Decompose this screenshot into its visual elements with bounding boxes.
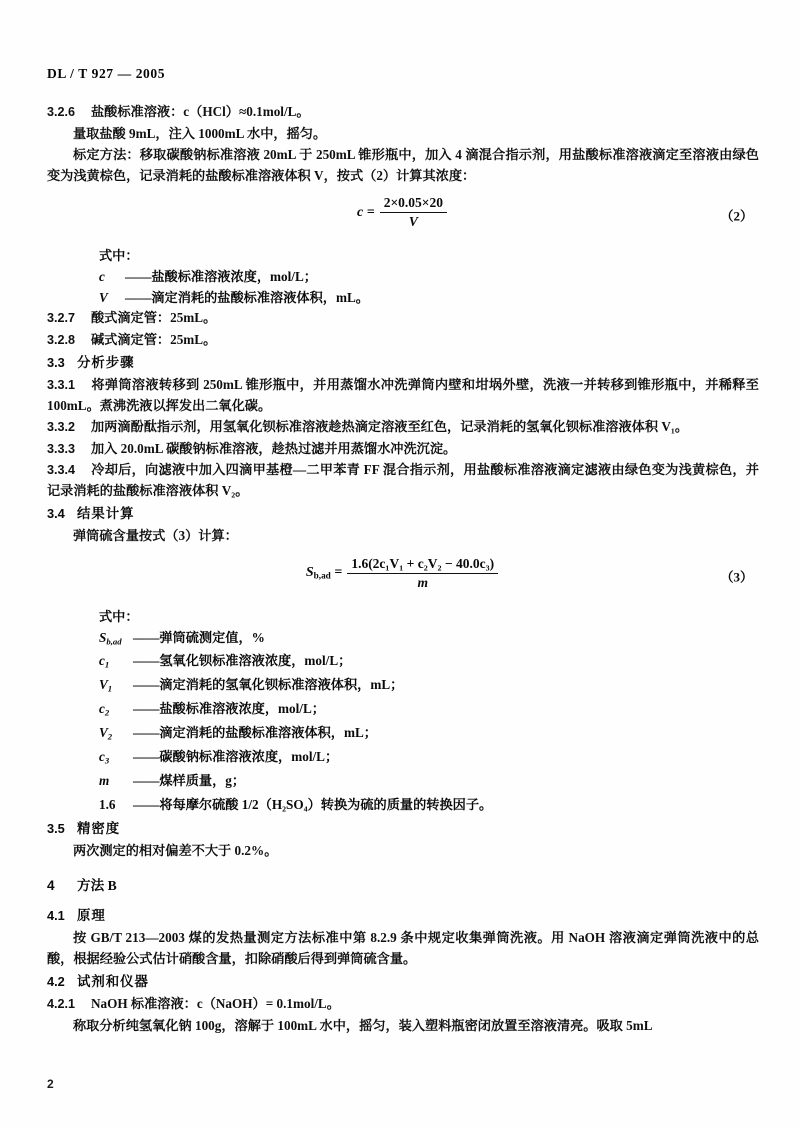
definition-text: ——盐酸标准溶液浓度，mol/L； — [125, 269, 317, 284]
heading-3-4 — [47, 503, 759, 525]
clause-number: 3.3.2 — [47, 420, 76, 434]
formula-3-lhs: S — [305, 565, 314, 580]
clause-title: 盐酸标准溶液：c（HCl）≈0.1mol/L。 — [91, 104, 310, 119]
heading-text: 分析步骤 — [77, 355, 135, 370]
page-content — [47, 66, 759, 1037]
heading-number: 3.4 — [47, 506, 65, 521]
definition-text: ——滴定消耗的盐酸标准溶液体积，mL。 — [125, 289, 369, 305]
clause-text: 将弹筒溶液转移到 250mL 锥形瓶中，并用蒸馏水冲洗弹筒内壁和坩埚外壁，洗液一并转移到锥形瓶中，并稀释至 100mL。煮沸洗液以挥发出二氧化碳。 — [47, 377, 759, 413]
definition-text: ——煤样质量，g； — [133, 773, 246, 789]
heading-text: 方法 B — [77, 878, 117, 894]
formula-2-number: （2） — [720, 208, 753, 224]
definition-symbol: $c_2$ — [99, 701, 110, 718]
clause-title: NaOH 标准溶液：c（NaOH）= 0.1mol/L。 — [91, 996, 340, 1012]
definition-text: ——滴定消耗的氢氧化钡标准溶液体积，mL； — [133, 677, 404, 693]
definition-symbol: $S_{b,ad}$ — [99, 629, 122, 646]
clause-text: 加入 20.0mL 碳酸钠标准溶液，趁热过滤并用蒸馏水冲洗沉淀。 — [91, 440, 457, 456]
clause-3-2-6-para-2: 标定方法：移取碳酸钠标准溶液 20mL 于 250mL 锥形瓶中，加入 4 滴混合指示剂，用盐酸标准溶液滴定至溶液由绿色变为浅黄棕色，记录消耗的盐酸标准溶液体积 V，按式（2）计算其浓度： — [47, 147, 759, 183]
clause-3-3-4 — [47, 460, 759, 501]
definition-symbol: m — [99, 773, 110, 789]
formula-2-numerator: 2×0.05×20 — [380, 195, 447, 213]
definition-text: ——盐酸标准溶液浓度，mol/L； — [133, 701, 325, 717]
formula-3-numerator: 1.6(2c₁V₁ + c₂V₂ − 40.0c₃) — [347, 556, 498, 574]
definition-text: ——将每摩尔硫酸 1/2（H₂SO₄）转换为硫的质量的转换因子。 — [133, 797, 493, 813]
clause-3-4-para-1: 弹筒硫含量按式（3）计算： — [73, 528, 238, 543]
definition-item — [47, 795, 759, 816]
definition-symbol: c — [99, 269, 105, 284]
clause-number: 3.3.3 — [47, 441, 76, 456]
definition-item — [47, 675, 759, 699]
formula-2-denominator: V — [408, 214, 418, 229]
clause-3-3-2 — [47, 417, 759, 438]
definition-item — [47, 699, 759, 723]
clause-text: 冷却后，向滤液中加入四滴甲基橙—二甲苯青 FF 混合指示剂，用盐酸标准溶液滴定滤液由绿色变为浅黄棕色，并记录消耗的盐酸标准溶液体积 V₂。 — [47, 462, 759, 498]
clause-number: 3.3.4 — [47, 463, 76, 477]
definition-text: ——弹筒硫测定值，% — [133, 629, 265, 645]
heading-4-2 — [47, 971, 759, 993]
definition-symbol: $V_1$ — [99, 677, 113, 694]
definition-text: ——碳酸钠标准溶液浓度，mol/L； — [133, 749, 339, 765]
where-label-2: 式中： — [99, 608, 139, 624]
clause-text: 酸式滴定管：25mL。 — [91, 310, 217, 325]
definition-item — [47, 771, 759, 795]
heading-number: 3.5 — [47, 820, 65, 836]
definition-item — [47, 628, 759, 652]
formula-2-fraction — [380, 195, 447, 230]
heading-number: 4.2 — [47, 974, 65, 990]
clause-3-2-6-para-1: 量取盐酸 9mL，注入 1000mL 水中，摇匀。 — [73, 125, 327, 141]
heading-number: 4 — [47, 878, 55, 894]
clause-number: 3.2.8 — [47, 332, 76, 347]
definition-text: ——滴定消耗的盐酸标准溶液体积，mL； — [133, 725, 377, 741]
definition-symbol: 1.6 — [99, 797, 116, 813]
formula-3-row — [47, 556, 759, 596]
heading-3-5 — [47, 818, 759, 840]
definition-symbol: $c_1$ — [99, 653, 110, 670]
clause-3-2-8 — [47, 330, 759, 351]
clause-3-3-3 — [47, 439, 759, 460]
formula-2-row — [47, 195, 759, 235]
formula-3-denominator: m — [417, 574, 428, 590]
definition-item — [47, 747, 759, 771]
definition-symbol: $V_2$ — [99, 725, 113, 742]
definition-item — [47, 723, 759, 747]
heading-number: 4.1 — [47, 908, 65, 924]
definition-symbol: $c_3$ — [99, 749, 110, 766]
definition-item — [47, 288, 759, 309]
clause-number: 3.3.1 — [47, 378, 76, 392]
definition-item — [47, 651, 759, 675]
formula-3-number: （3） — [720, 569, 753, 584]
clause-4-2-1 — [47, 994, 759, 1015]
standard-header: DL / T 927 — 2005 — [47, 66, 166, 81]
formula-3-lhs-subscript: b,ad — [313, 570, 331, 581]
clause-text: 加两滴酚酞指示剂，用氢氧化钡标准溶液趁热滴定溶液至红色，记录消耗的氢氧化钡标准溶液体积 V₁。 — [91, 419, 689, 434]
clause-4-2-1-para-1: 称取分析纯氢氧化钠 100g，溶解于 100mL 水中，摇匀，装入塑料瓶密闭放置至溶液清亮。吸取 5mL — [73, 1017, 653, 1033]
heading-text: 结果计算 — [77, 506, 135, 521]
clause-number: 4.2.1 — [47, 997, 76, 1012]
clause-number: 3.2.6 — [47, 105, 76, 119]
clause-3-5-para-1: 两次测定的相对偏差不大于 0.2%。 — [73, 842, 278, 858]
heading-4 — [47, 875, 759, 897]
where-label-1: 式中： — [99, 248, 139, 263]
formula-3-equals: = — [334, 565, 343, 580]
formula-2-lhs: c = — [357, 204, 375, 220]
heading-text: 试剂和仪器 — [77, 974, 149, 990]
clause-3-2-7 — [47, 308, 759, 329]
clause-number: 3.2.7 — [47, 311, 76, 325]
heading-4-1 — [47, 905, 759, 927]
clause-text: 碱式滴定管：25mL。 — [91, 331, 217, 347]
formula-3 — [47, 556, 759, 591]
formula-2 — [47, 195, 759, 230]
definition-item — [47, 267, 759, 288]
clause-3-3-1 — [47, 375, 759, 416]
page-number: 2 — [47, 1077, 54, 1091]
clause-3-2-6 — [47, 102, 759, 123]
heading-number: 3.3 — [47, 355, 65, 370]
clause-4-1-para-1: 按 GB/T 213—2003 煤的发热量测定方法标准中第 8.2.9 条中规定收集弹筒洗液。用 NaOH 溶液滴定弹筒洗液中的总酸，根据经验公式估计硝酸含量，扣除硝酸后得到弹筒硫含量。 — [47, 930, 759, 966]
definition-symbol: V — [99, 289, 108, 305]
heading-text: 精密度 — [77, 820, 121, 836]
definition-text: ——氢氧化钡标准溶液浓度，mol/L； — [133, 653, 352, 669]
formula-3-fraction — [347, 556, 498, 591]
heading-3-3 — [47, 352, 759, 374]
heading-text: 原理 — [77, 908, 106, 924]
